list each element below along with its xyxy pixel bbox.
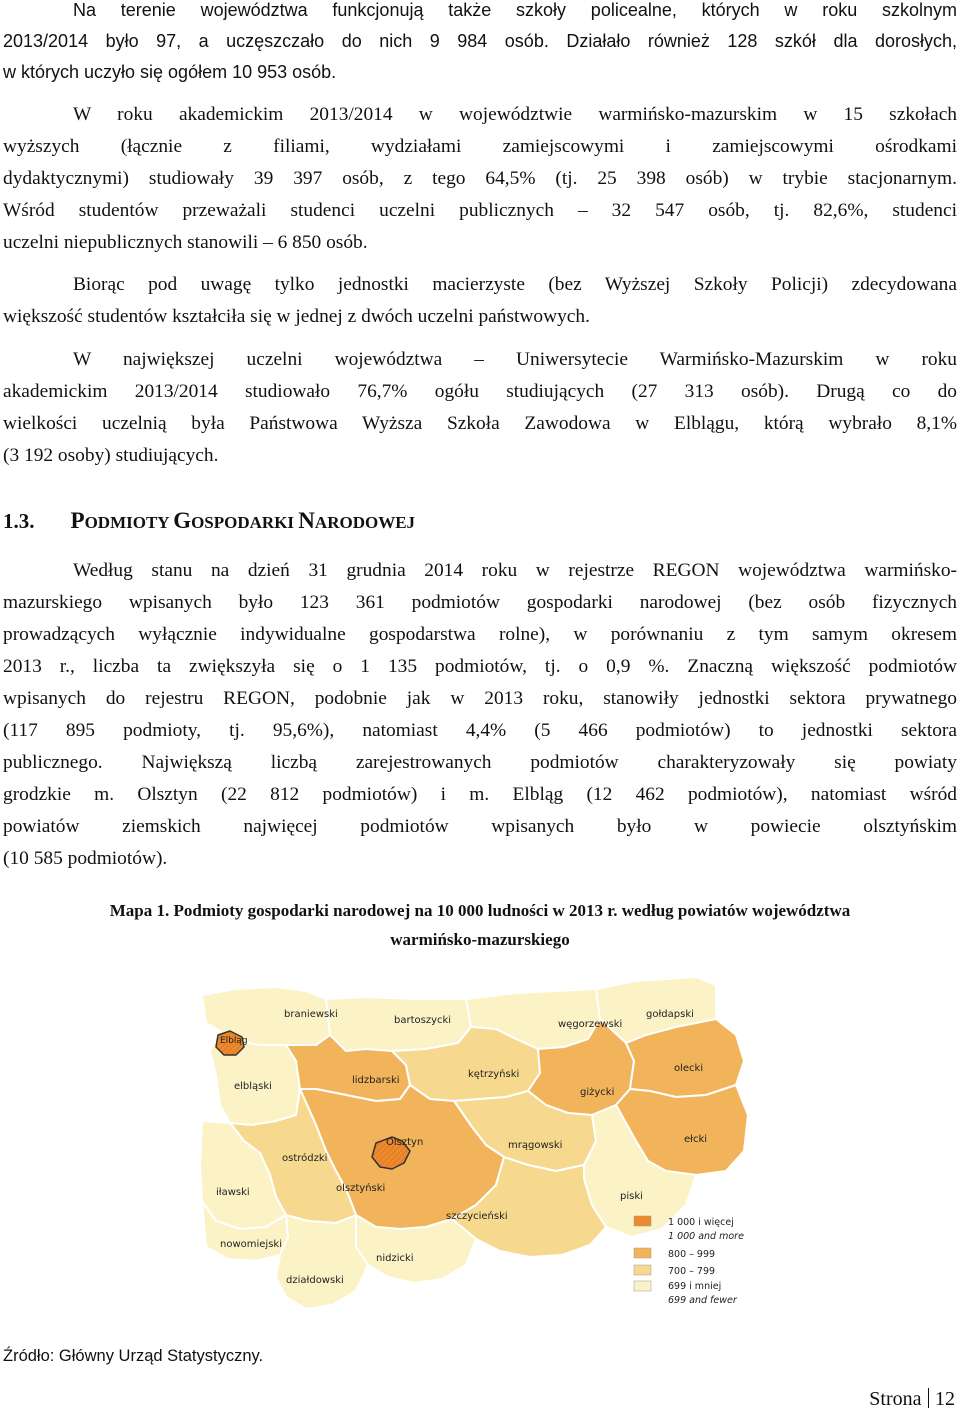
text-line: (117 895 podmioty, tj. 95,6%), natomiast 4,4% (5 466 podmiotów) to jednostki sektora <box>3 720 957 741</box>
text-line: wielkości uczelnią była Państwowa Wyższa Szkoła Zawodowa w Elblągu, którą wybrało 8,1% <box>3 413 957 434</box>
text-line: publicznego. Największą liczbą zarejestrowanych podmiotów charakteryzowały się powiaty <box>3 752 957 773</box>
text-line: (3 192 osoby) studiujących. <box>3 445 219 466</box>
label-szczycienski: szczycieński <box>446 1211 508 1222</box>
label-mragowski: mrągowski <box>508 1140 563 1151</box>
paragraph-universities <box>3 99 957 259</box>
label-olecki: olecki <box>674 1063 704 1074</box>
text-line: W największej uczelni województwa – Uniwersytecie Warmińsko-Mazurskim w roku <box>73 349 957 370</box>
text-line: prowadzących wyłącznie indywidualne gospodarstwa rolne), w porównaniu z tym samym okresem <box>3 624 957 645</box>
paragraph-largest-university <box>3 344 957 472</box>
legend-swatch <box>634 1216 651 1226</box>
label-dzialdowski: działdowski <box>286 1275 344 1286</box>
page-number <box>869 1388 955 1411</box>
choropleth-map <box>196 965 762 1325</box>
section-heading <box>3 508 415 534</box>
page-label: Strona <box>869 1388 922 1410</box>
label-lidzbarski: lidzbarski <box>352 1075 400 1086</box>
legend-swatch <box>634 1281 651 1291</box>
legend-label: 700 – 799 <box>668 1266 716 1277</box>
region-dzialdowski <box>276 1215 368 1309</box>
section-number: 1.3. <box>3 509 35 533</box>
label-nowomiejski: nowomiejski <box>220 1239 282 1250</box>
paragraph-home-units <box>3 269 957 333</box>
label-elcki: ełcki <box>684 1134 708 1145</box>
text-line: akademickim 2013/2014 studiowało 76,7% ogółu studiujących (27 313 osób). Drugą co do <box>3 381 957 402</box>
label-ketrzynski: kętrzyński <box>468 1069 520 1080</box>
heading-initial: N <box>298 508 315 533</box>
legend-label: 1 000 i więcej <box>668 1217 734 1228</box>
label-braniewski: braniewski <box>284 1009 338 1020</box>
text-line: grodzkie m. Olsztyn (22 812 podmiotów) i m. Elbląg (12 462 podmiotów), natomiast wśród <box>3 784 957 805</box>
heading-text: ODMIOTY <box>84 513 174 532</box>
heading-text: ARODOWEJ <box>314 513 416 532</box>
text-line: uczelni niepublicznych stanowili – 6 850 osób. <box>3 232 368 253</box>
label-nidzicki: nidzicki <box>376 1253 414 1264</box>
heading-initial: G <box>173 508 192 533</box>
label-ostrodzki: ostródzki <box>282 1153 328 1164</box>
text-line: Biorąc pod uwagę tylko jednostki macierzyste (bez Wyższej Szkoły Policji) zdecydowana <box>73 274 957 295</box>
text-line: wpisanych do rejestru REGON, podobnie jak w 2013 roku, stanowiły jednostki sektora prywatnego <box>3 688 957 709</box>
legend-swatch <box>634 1248 651 1258</box>
label-gizycki: giżycki <box>580 1087 615 1098</box>
label-bartoszycki: bartoszycki <box>394 1015 452 1026</box>
text-line: dydaktycznymi) studiowały 39 397 osób, z tego 64,5% (tj. 25 398 osób) w trybie stacjonarnym. <box>3 168 957 189</box>
page-number-value: 12 <box>935 1388 955 1410</box>
text-line: Wśród studentów przeważali studenci uczelni publicznych – 32 547 osób, tj. 82,6%, studenci <box>3 200 957 221</box>
heading-initial: P <box>70 508 85 533</box>
label-elblaski: elbląski <box>234 1081 272 1092</box>
text-line: w których uczyło się ogółem 10 953 osób. <box>3 62 337 82</box>
label-piski: piski <box>620 1191 643 1202</box>
text-line: wyższych (łącznie z filiami, wydziałami zamiejscowymi i zamiejscowymi ośrodkami <box>3 136 957 157</box>
label-ilawski: iławski <box>216 1187 250 1198</box>
label-goldapski: gołdapski <box>646 1009 694 1020</box>
source-note: Źródło: Główny Urząd Statystyczny. <box>3 1347 264 1365</box>
legend-label: 800 – 999 <box>668 1249 716 1260</box>
text-line: (10 585 podmiotów). <box>3 848 168 869</box>
paragraph-regon <box>3 555 957 875</box>
legend-label: 699 i mniej <box>668 1281 722 1292</box>
text-line: mazurskiego wpisanych było 123 361 podmiotów gospodarki narodowej (bez osób fizycznych <box>3 592 957 613</box>
text-line: W roku akademickim 2013/2014 w województwie warmińsko-mazurskim w 15 szkołach <box>73 104 957 125</box>
text-line: Według stanu na dzień 31 grudnia 2014 roku w rejestrze REGON województwa warmińsko- <box>73 560 957 581</box>
text-line: 2013/2014 było 97, a uczęszczało do nich 9 984 osób. Działało również 128 szkół dla dorosłych, <box>3 31 957 51</box>
map-caption <box>0 896 960 954</box>
text-line: 2013 r., liczba ta zwiększyła się o 1 135 podmiotów, tj. o 0,9 %. Znaczną większość podmiotów <box>3 656 957 677</box>
label-olsztynski: olsztyński <box>336 1183 386 1194</box>
caption-line: Mapa 1. Podmioty gospodarki narodowej na 10 000 ludności w 2013 r. według powiatów województwa <box>109 901 851 920</box>
legend-label-en: 1 000 and more <box>668 1231 744 1242</box>
legend-label-en: 699 and fewer <box>668 1295 737 1306</box>
paragraph-schools <box>3 0 957 88</box>
heading-text: OSPODARKI <box>191 513 299 532</box>
label-wegorzewski: węgorzewski <box>558 1019 623 1030</box>
caption-line: warmińsko-mazurskiego <box>390 930 570 949</box>
text-line: powiatów ziemskich najwięcej podmiotów wpisanych było w powiecie olsztyńskim <box>3 816 957 837</box>
label-elblag-city: Elbląg <box>220 1036 248 1046</box>
text-line: Na terenie województwa funkcjonują także szkoły policealne, których w roku szkolnym <box>73 0 957 20</box>
text-line: większość studentów kształciła się w jednej z dwóch uczelni państwowych. <box>3 306 590 327</box>
label-olsztyn-city: Olsztyn <box>386 1137 424 1148</box>
page-separator <box>928 1388 930 1408</box>
legend-swatch <box>634 1265 651 1275</box>
